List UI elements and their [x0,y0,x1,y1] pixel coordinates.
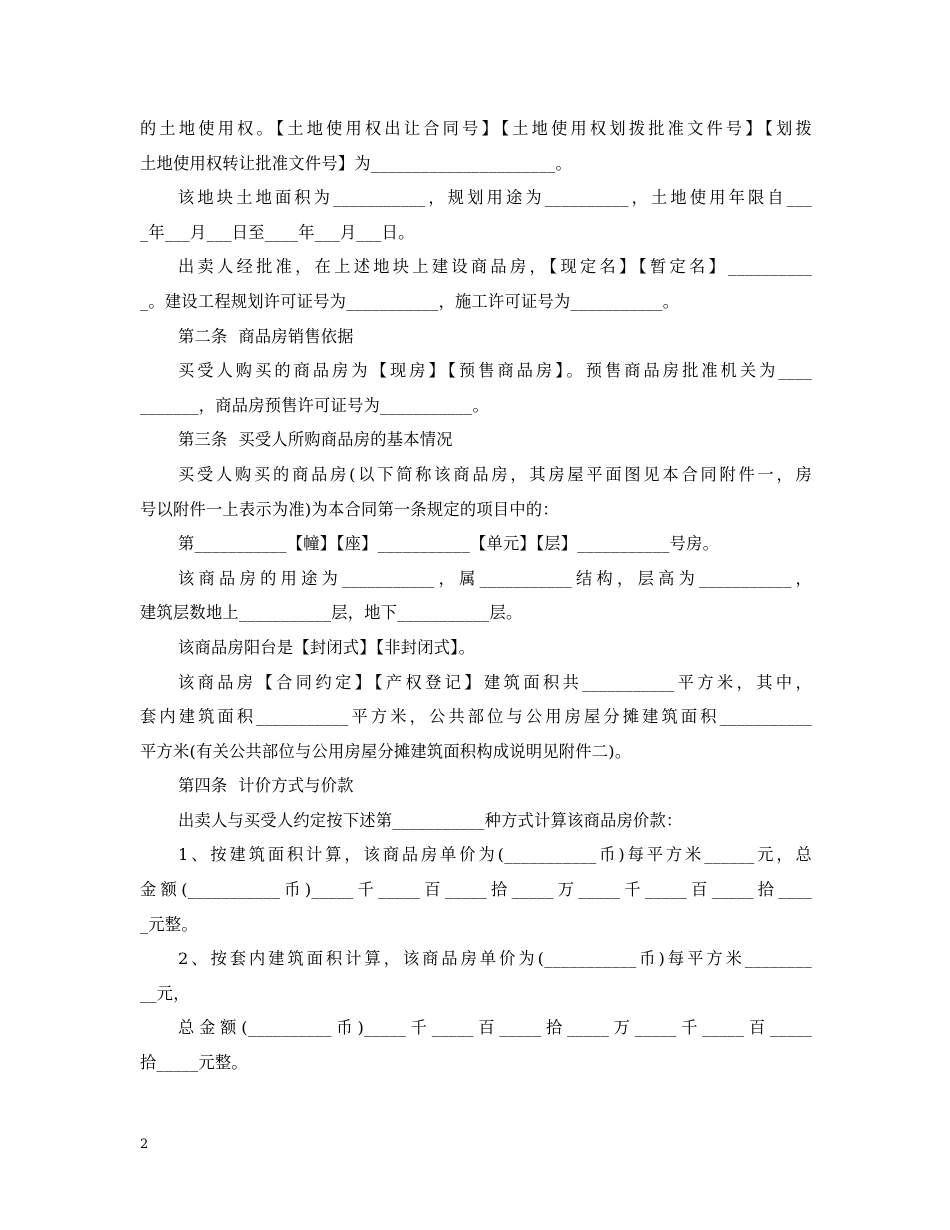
document-body [140,112,812,1081]
text-line: 买受人购买的商品房为【现房】【预售商品房】。预售商品房批准机关为____ [178,361,812,381]
text-line: _元整。 [140,914,198,934]
text-line: 出卖人与买受人约定按下述第___________种方式计算该商品房价款： [178,810,683,830]
text-line: _。建设工程规划许可证号为___________，施工许可证号为___________。 [140,291,680,311]
text-line: 套内建筑面积___________平方米，公共部位与公用房屋分摊建筑面积___________ [140,707,812,727]
text-line: 平方米(有关公共部位与公用房屋分摊建筑面积构成说明见附件二)。 [140,741,632,761]
text-line: _年___月___日至____年___月___日。 [140,222,415,242]
text-line: 第___________【幢】【座】___________【单元】【层】___________号房。 [178,534,720,554]
text-line: 的土地使用权。【土地使用权出让合同号】【土地使用权划拨批准文件号】【划拨 [140,119,812,138]
text-line: 1、按建筑面积计算，该商品房单价为(___________币)每平方米______元，总 [178,845,812,865]
text-line: 建筑层数地上___________层，地下___________层。 [140,603,523,623]
text-line: _______，商品房预售许可证号为___________。 [140,395,489,415]
text-line: 2、按套内建筑面积计算，该商品房单价为(___________币)每平方米________ [178,949,812,969]
text-line: 第四条 计价方式与价款 [178,776,354,796]
text-line: 该商品房的用途为___________，属___________结构，层高为___________， [178,568,812,588]
text-line: 号以附件一上表示为准)为本合同第一条规定的项目中的： [140,499,559,519]
text-line: 土地使用权转让批准文件号】为______________________。 [140,153,572,173]
text-line: 该地块土地面积为___________，规划用途为__________，土地使用年限自___ [178,188,812,208]
text-line: 第三条 买受人所购商品房的基本情况 [178,430,453,450]
text-line: 该商品房【合同约定】【产权登记】建筑面积共___________平方米，其中， [178,672,812,692]
page-number: 2 [140,1137,149,1152]
text-line: 买受人购买的商品房(以下简称该商品房，其房屋平面图见本合同附件一，房 [178,464,812,484]
text-line: 拾_____元整。 [140,1053,248,1073]
text-line: 金额(___________币)_____千_____百_____拾_____万_____千_____百_____拾____ [140,880,812,900]
text-line: 该商品房阳台是【封闭式】【非封闭式】。 [178,637,476,657]
text-line: 出卖人经批准，在上述地块上建设商品房，【现定名】【暂定名】__________ [178,257,812,277]
text-line: 第二条 商品房销售依据 [178,326,354,346]
text-line: __元， [140,983,190,1003]
text-line: 总金额(__________币)_____千_____百_____拾_____万_____千_____百_____ [178,1018,812,1038]
